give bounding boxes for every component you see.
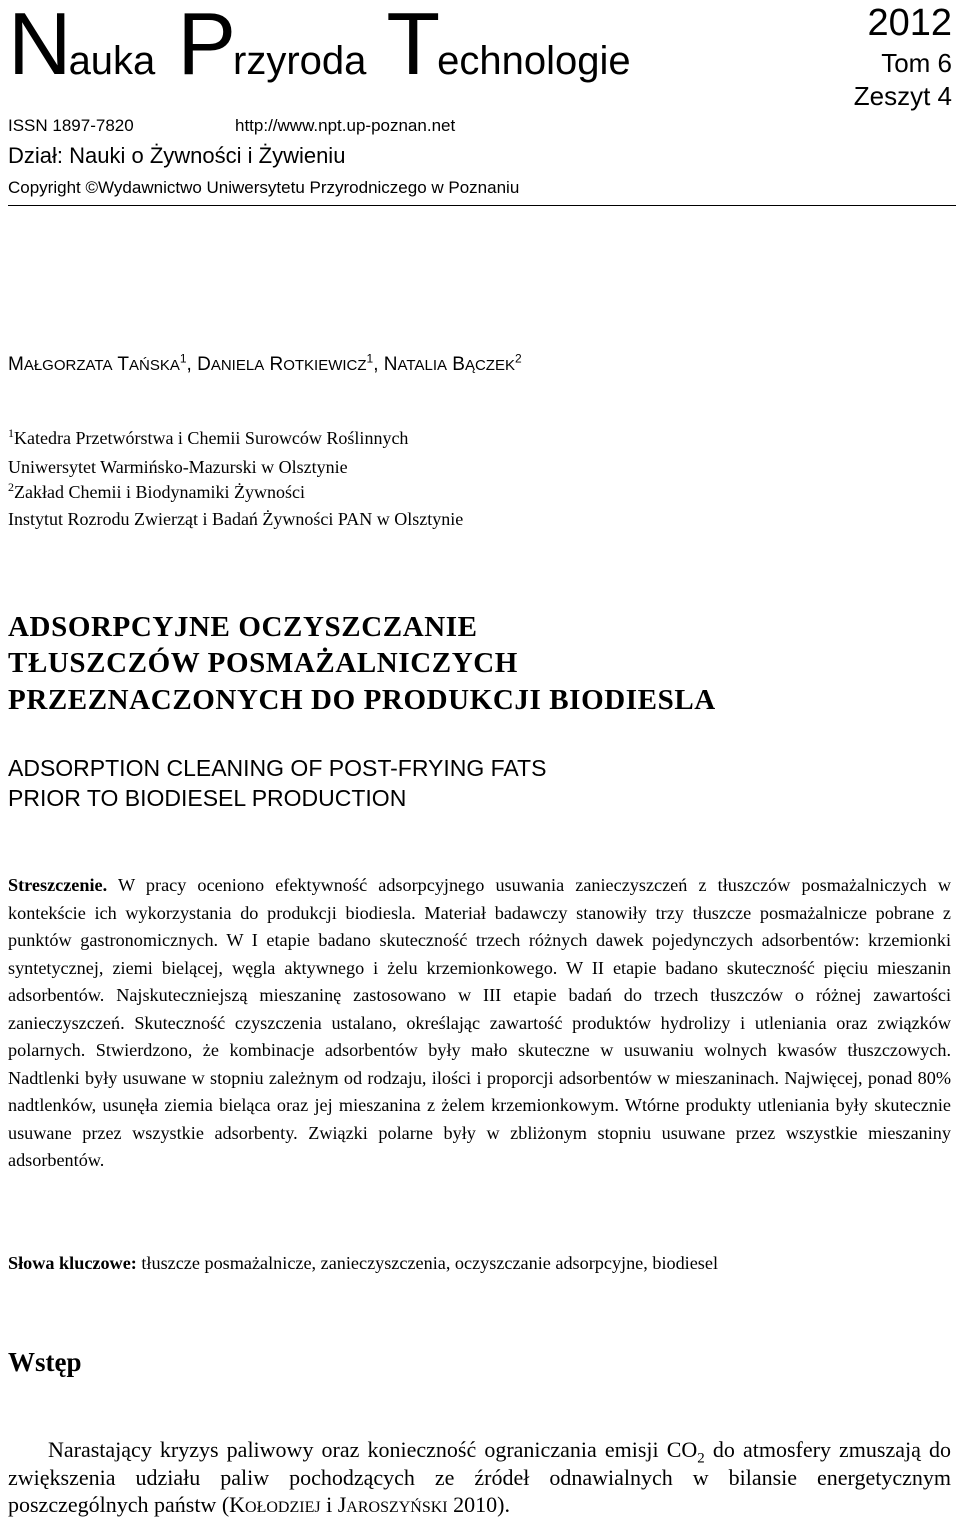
affiliation-line: $^1$Katedra Przetwórstwa i Chemii Surowców Roślinnych — [8, 426, 409, 448]
affiliation-marker: 1 — [366, 351, 374, 366]
abstract-text: W pracy oceniono efektywność adsorpcyjnego usuwania zanieczyszczeń z tłuszczów posmażalniczych w kontekście ich wykorzystania do produkcji biodiesla. Materiał badawczy stanowiły trzy tłuszcze posmażalnicze pobrane z punktów gastronomicznych. W I etapie badano skuteczność trzech różnych dawek pojedynczych adsorbentów: krzemionki syntetycznej, ziemi bielącej, węgla aktywnego i żelu krzemionkowego. W II etapie badano skuteczność pięciu mieszanin adsorbentów. Najskuteczniejszą mieszaninę zastosowano w III etapie badań do trzech tłuszczów o różnej zawartości zanieczyszczeń. Skuteczność czyszczenia ustalano, określając zawartość produktów hydrolizy i utleniania oraz związków polarnych. Stwierdzono, że kombinacje adsorbentów były mało skuteczne w usuwaniu wolnych kwasów tłuszczowych. Nadtlenki były usuwane w stopniu zależnym od rodzaju, ilości i proporcji adsorbentów w mieszaninach. Najwięcej, ponad 80% nadtlenków, usunęła ziemia bieląca oraz jej mieszanina z żelem krzemionkowym. Wtórne produkty utleniania były skutecznie usuwane przez wszystkie adsorbenty. Związki polarne były w zbliżonym stopniu usuwane przez wszystkie mieszaniny adsorbentów. — [8, 875, 951, 1170]
journal-section: Dział: Nauki o Żywności i Żywieniu — [8, 143, 346, 168]
abstract-label: Streszczenie. — [8, 875, 108, 895]
header-divider — [8, 205, 956, 206]
copyright-owner: Wydawnictwo Uniwersytetu Przyrodniczego w Poznaniu — [98, 178, 520, 197]
affiliation-marker: 1 — [179, 351, 187, 366]
journal-issue: Zeszyt 4 — [853, 81, 952, 111]
journal-url-link[interactable]: http://www.npt.up-poznan.net — [235, 116, 456, 135]
author-name: NATALIA BĄCZEK$^2$ — [383, 351, 522, 375]
journal-volume: Tom 6 — [881, 48, 952, 78]
affiliation-line: Instytut Rozrodu Zwierząt i Badań Żywności PAN w Olsztynie — [8, 509, 464, 529]
article-title-line: ADSORPCYJNE OCZYSZCZANIE — [8, 611, 478, 643]
author-list: MAŁGORZATA TAŃSKA$^1$, DANIELA ROTKIEWICZ$^1$, NATALIA BĄCZEK$^2$ — [8, 351, 522, 375]
copyright-line — [8, 178, 519, 198]
affiliation-line: $^2$Zakład Chemii i Biodynamiki Żywności — [8, 480, 305, 502]
citation: KOŁODZIEJ i JAROSZYŃSKI 2010). — [229, 1492, 510, 1517]
journal-title-word-3: Technologie — [386, 0, 631, 93]
english-title-line: ADSORPTION CLEANING OF POST-FRYING FATS — [8, 755, 547, 781]
affiliation-marker: 2 — [514, 351, 522, 366]
keywords-text: tłuszcze posmażalnicze, zanieczyszczenia, oczyszczanie adsorpcyjne, biodiesel — [136, 1253, 719, 1273]
author-name: MAŁGORZATA TAŃSKA$^1$ — [8, 351, 187, 375]
copyright-label: Copyright — [8, 178, 81, 197]
journal-title — [8, 0, 631, 93]
article-title-line: PRZEZNACZONYCH DO PRODUKCJI BIODIESLA — [8, 684, 716, 716]
journal-year: 2012 — [867, 2, 952, 44]
section-heading: Wstęp — [8, 1347, 82, 1377]
journal-title-word-1: Nauka — [8, 0, 156, 93]
issn: ISSN 1897-7820 — [8, 116, 134, 135]
keywords-label: Słowa kluczowe: — [8, 1253, 137, 1273]
intro-paragraph: Narastający kryzys paliwowy oraz konieczność ograniczania emisji $CO_2$ do atmosfery zmuszają do zwiększenia udziału paliw pochodzących ze źródeł odnawialnych w bilansie energetycznym poszczególnych państw (KOŁODZIEJ i JAROSZYŃSKI 2010). — [8, 1437, 951, 1517]
author-name: DANIELA ROTKIEWICZ$^1$ — [197, 351, 374, 375]
keywords — [8, 1253, 718, 1274]
article-title-line: TŁUSZCZÓW POSMAŻALNICZYCH — [8, 647, 518, 679]
english-title-line: PRIOR TO BIODIESEL PRODUCTION — [8, 785, 407, 811]
affiliation-line: Uniwersytet Warmińsko-Mazurski w Olsztynie — [8, 457, 348, 477]
journal-title-word-2: Przyroda — [177, 0, 367, 93]
abstract — [8, 872, 951, 1175]
copyright-icon: © — [85, 178, 99, 197]
